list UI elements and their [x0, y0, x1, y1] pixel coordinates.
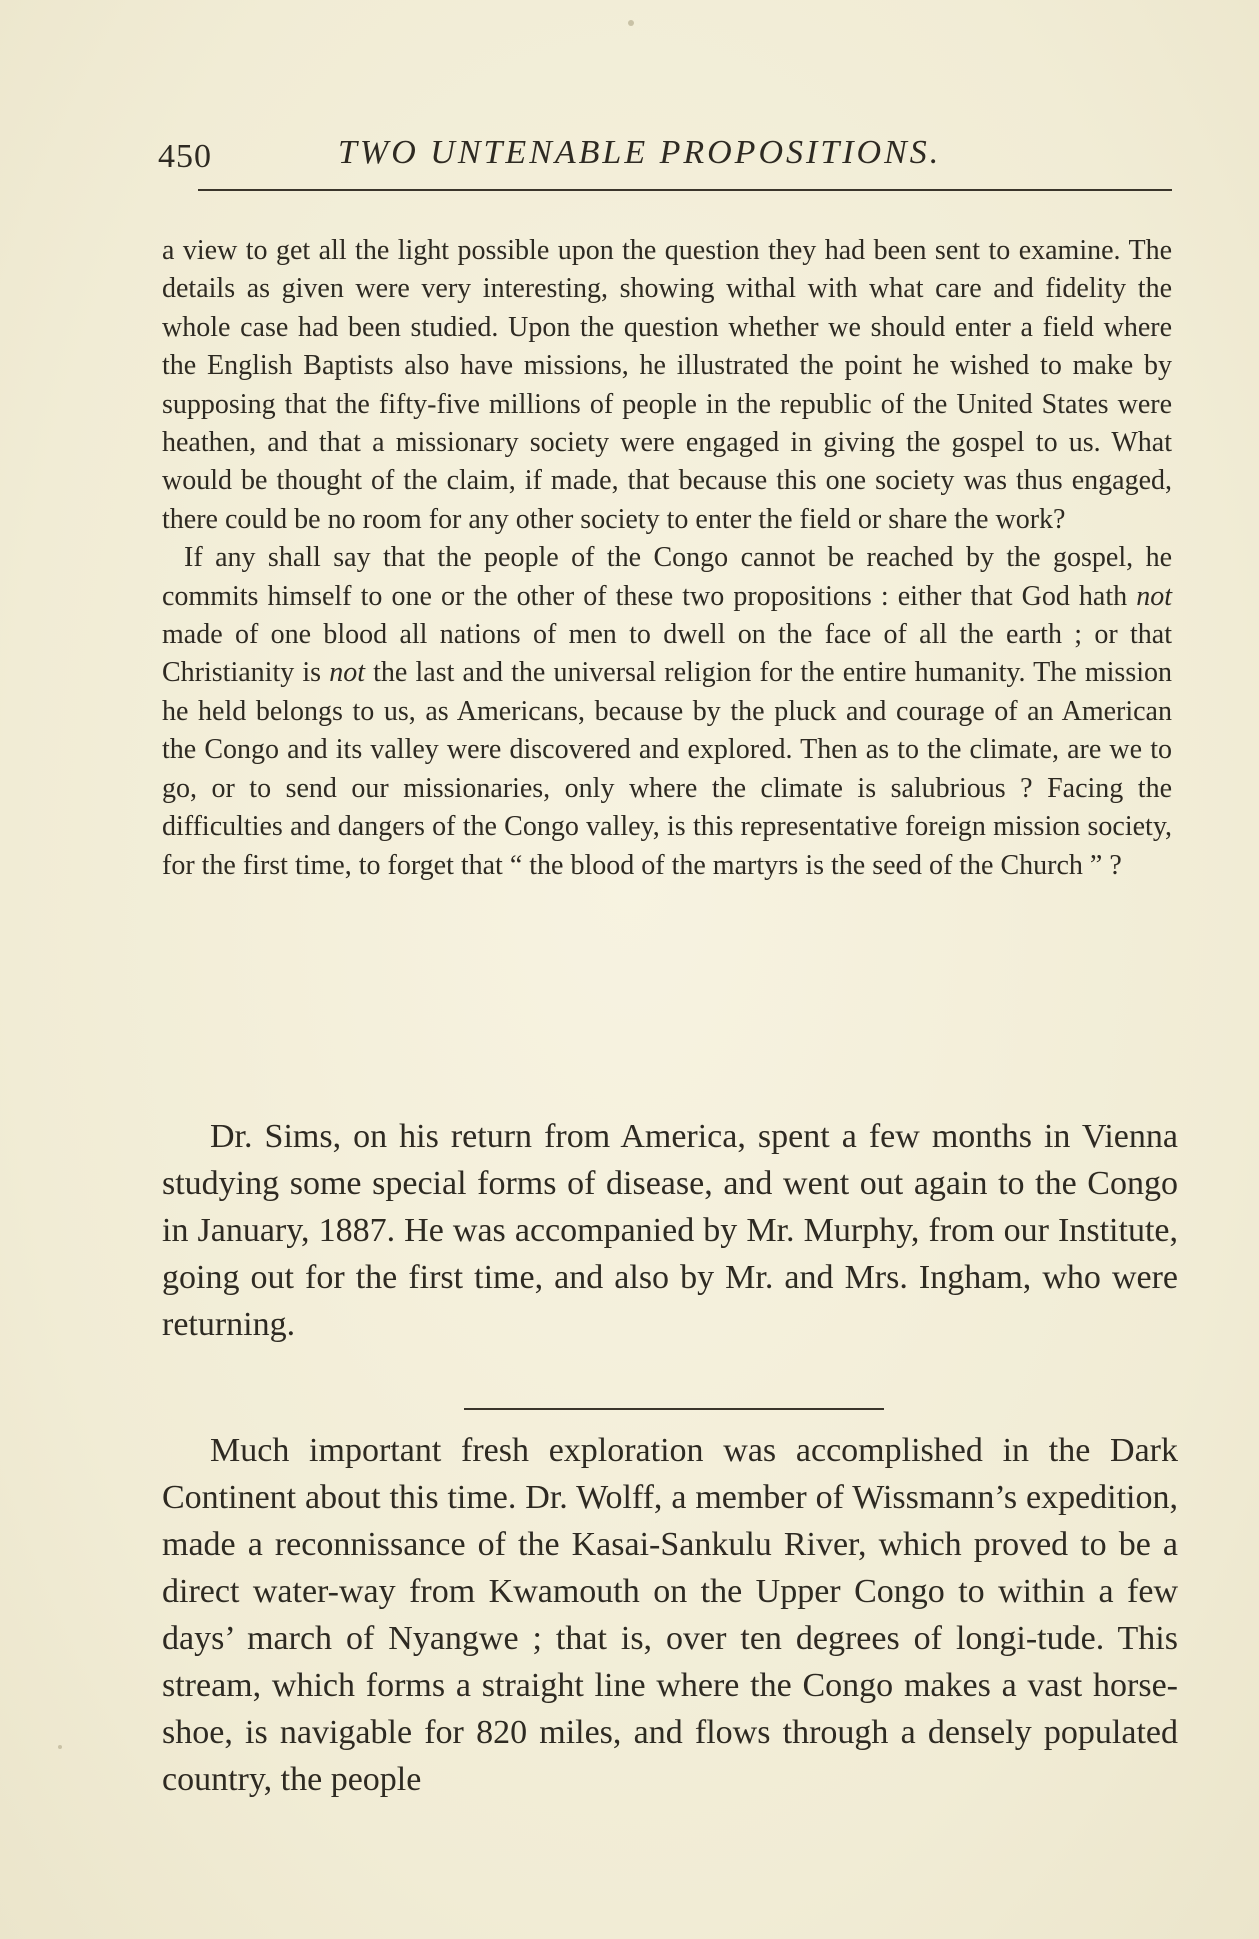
running-title: TWO UNTENABLE PROPOSITIONS. — [338, 134, 942, 171]
header-rule — [198, 189, 1172, 191]
quote-text: made of one blood all nations of men to dwell on the face of all the earth ; or that Christianity is — [162, 619, 1172, 689]
page-header — [158, 128, 1168, 188]
section-divider — [464, 1408, 884, 1410]
quote-paragraph-2 — [162, 539, 1172, 885]
body-paragraph-2: Much important fresh exploration was accomplished in the Dark Continent about this time. Dr. Wolff, a member of Wissmann’s expedition, made a reconnissance of the Kasai-Sankulu River, which proved to be a direct water-way from Kwamouth on the Upper Congo to within a few days’ march of Nyangwe ; that is, over ten degrees of longi-tude. This stream, which forms a straight line where the Congo makes a vast horse-shoe, is navigable for 820 miles, and flows through a densely populated country, the people — [162, 1432, 1178, 1798]
quoted-passage — [162, 232, 1172, 885]
quote-text: the last and the universal religion for the entire humanity. The mission he held belongs to us, as Americans, because by the pluck and courage of an American the Congo and its valley were discovered and explored. Then as to the climate, are we to go, or to send our missionaries, only where the climate is salubrious ? Facing the difficulties and dangers of the Congo valley, is this representative foreign mission society, for the first time, to forget that “ the blood of the martyrs is the seed of the Church ” ? — [162, 657, 1172, 881]
paper-speck — [58, 1745, 62, 1749]
page-number: 450 — [158, 138, 212, 175]
emphasis-text: not — [329, 657, 365, 689]
paper-speck — [628, 20, 634, 26]
emphasis-text: not — [1136, 580, 1173, 612]
quote-paragraph-1: a view to get all the light possible upon the question they had been sent to examine. The details as given were very interesting, showing withal with what care and fidelity the whole case had been studied. Upon the question whether we should enter a field where the English Baptists also have missions, he illustrated the point he wished to make by supposing that the fifty-five millions of people in the republic of the United States were heathen, and that a missionary society were engaged in giving the gospel to us. What would be thought of the claim, if made, that because this one society was thus engaged, there could be no room for any other society to enter the field or share the work? — [162, 235, 1172, 535]
quote-text: If any shall say that the people of the Congo cannot be reached by the gospel, he commits himself to one or the other of these two propositions : either that God hath — [162, 542, 1172, 612]
body-paragraph-1: Dr. Sims, on his return from America, spent a few months in Vienna studying some special forms of disease, and went out again to the Congo in January, 1887. He was accompanied by Mr. Murphy, from our Institute, going out for the first time, and also by Mr. and Mrs. Ingham, who were returning. — [162, 1118, 1178, 1343]
